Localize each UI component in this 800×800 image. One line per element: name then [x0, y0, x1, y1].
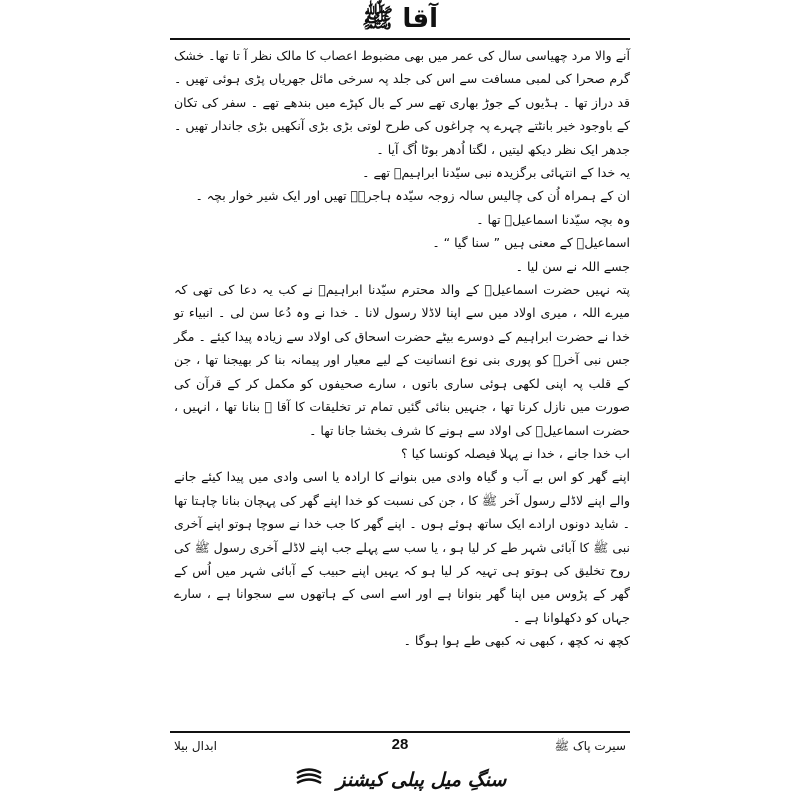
publisher-name: سنگِ میل پبلی کیشنز	[336, 769, 507, 791]
footer-divider	[170, 731, 630, 733]
paragraph: اب خدا جانے ، خدا نے پہلا فیصلہ کونسا کیا ؟	[401, 445, 630, 461]
page-number: 28	[391, 736, 409, 753]
page-header-title: آقا ﷺ	[361, 4, 439, 34]
paragraph: پتہ نہیں حضرت اسماعیلؑ کے والد محترم سیّدنا ابراہیمؑ نے کب یہ دعا کی تھی کہ میرے اللہ ، میری اولاد میں سے اپنا لاڈلا رسول لانا ۔ خدا نے وہ دُعا سن لی ۔ انبیاء تو خدا نے حضرت ابراہیم کے دوسرے بیٹے حضرت اسحاق کی اولاد سے زیادہ پیدا کیئے ۔ مگر جس نبی آخرﷺ کو پوری بنی نوع انسانیت کے لیے معیار اور پیمانہ بنا کر بھیجنا تھا ، جن کے قلب پہ اپنی لکھی ہوئی ساری باتوں ، سارے صحیفوں کو مکمل کر کے قرآن کی صورت میں نازل کرنا تھا ، جنہیں بنائی گئیں تمام تر تخلیقات کا آقا ﷺ بنانا تھا ، انہیں ، حضرت اسماعیلؑ کی اولاد سے ہونے کا شرف بخشا جانا تھا ۔	[174, 282, 630, 438]
footer-author: ابدال بیلا	[174, 739, 217, 753]
paragraph: ان کے ہمراہ اُن کی چالیس سالہ زوجہ سیّدہ ہاجرہؑ تھیں اور ایک شیر خوار بچہ ۔	[195, 188, 630, 204]
footer-book-title: سیرت پاک ﷺ	[554, 739, 626, 753]
publisher-logo-icon	[294, 767, 324, 795]
paragraph: جسے اللہ نے سن لیا ۔	[515, 258, 630, 274]
paragraph: آنے والا مرد چھیاسی سال کی عمر میں بھی مضبوط اعصاب کا مالک نظر آ تا تھا۔ خشک گرم صحرا کی لمبی مسافت سے اس کی جلد پہ سرخی مائل جھریاں پڑی ہوئی تھیں ۔ قد دراز تھا ۔ ہڈیوں کے جوڑ بھاری تھے سر کے بال کپڑے میں بندھے تھے ۔ سفر کی تکان کے باوجود خیر بانٹتے چہرے پہ چراغوں کی طرح لوتی بڑی بڑی آنکھیں بڑی جاندار تھیں ۔ جدھر ایک نظر دیکھ لیتیں ، لگتا اُدھر بوٹا اُگ آیا ۔	[174, 48, 630, 157]
paragraph: یہ خدا کے انتہائی برگزیدہ نبی سیّدنا ابراہیمؑ تھے ۔	[362, 165, 630, 181]
header-divider	[170, 38, 630, 40]
publisher-imprint	[0, 766, 800, 795]
paragraph: اپنے گھر کو اس بے آب و گیاہ وادی میں بنوانے کا ارادہ یا اسی وادی میں پیدا کیئے جانے والے اپنے لاڈلے رسول آخر ﷺ کا ، جن کی نسبت کو خدا اپنے گھر کی پہچان بنانا چاہتا تھا ۔ شاید دونوں ارادے ایک ساتھ ہوئے ہوں ۔ اپنے گھر کا جب خدا نے سوچا ہوتو اپنے آخری نبی ﷺ کا آبائی شہر طے کر لیا ہو ، یا سب سے پہلے جب اپنے لاڈلے آخری رسول ﷺ کی روح تخلیق کی ہوتو ہی تہیہ کر لیا ہو کہ یہیں اپنے حبیب کے آبائی شہر میں اُس کے گھر کے پڑوس میں اپنا گھر بنوانا ہے اور اسے اسی کے ہاتھوں سے سجوانا ہے ، سارے جہاں کو دکھلوانا ہے ۔	[174, 469, 630, 625]
page-body	[174, 44, 630, 653]
paragraph: وہ بچہ سیّدنا اسماعیلؑ تھا ۔	[476, 211, 630, 227]
paragraph: اسماعیلؑ کے معنی ہیں ” سنا گیا “ ۔	[432, 235, 630, 251]
paragraph: کچھ نہ کچھ ، کبھی نہ کبھی طے ہوا ہوگا ۔	[403, 633, 630, 649]
